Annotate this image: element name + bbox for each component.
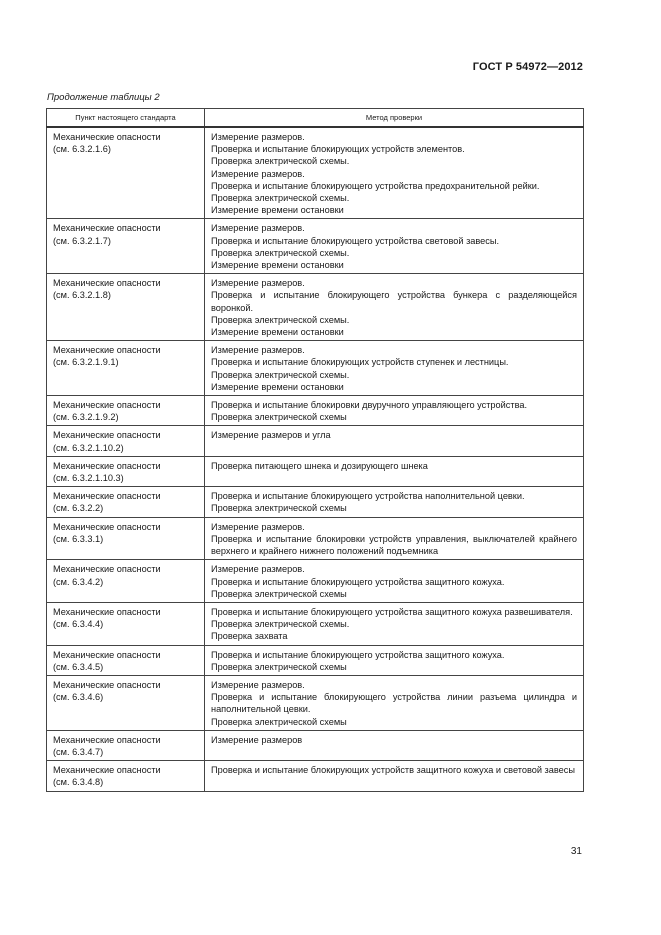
method-line: Проверка и испытание блокирующего устройства линии разъема цилиндра и наполнительной цевки. <box>211 692 577 715</box>
method-line: Проверка электрической схемы. <box>211 247 350 258</box>
method-cell <box>205 602 584 645</box>
clause-line: (см. 6.3.4.8) <box>53 777 104 788</box>
clause-cell <box>47 341 205 396</box>
table-row <box>47 456 584 486</box>
method-line: Проверка и испытание блокирующего устройства наполнительной цевки. <box>211 491 525 502</box>
method-cell <box>205 730 584 760</box>
clause-line: Механические опасности <box>53 564 161 575</box>
clause-line: (см. 6.3.2.1.9.2) <box>53 412 119 423</box>
method-line: Проверка и испытание блокирующих устройств защитного кожуха и световой завесы <box>211 765 575 776</box>
method-cell <box>205 560 584 603</box>
clause-line: (см. 6.3.3.1) <box>53 533 104 544</box>
clause-cell <box>47 730 205 760</box>
table-row <box>47 675 584 730</box>
clause-cell <box>47 396 205 426</box>
table-caption: Продолжение таблицы 2 <box>47 92 160 103</box>
clause-cell <box>47 456 205 486</box>
method-cell <box>205 487 584 517</box>
method-line: Проверка питающего шнека и дозирующего шнека <box>211 460 428 471</box>
method-line: Проверка и испытание блокирующего устройства защитного кожуха развешивателя. <box>211 606 573 617</box>
method-line: Проверка электрической схемы <box>211 412 347 423</box>
clause-cell <box>47 274 205 341</box>
table-row <box>47 560 584 603</box>
method-line: Проверка и испытание блокирующего устройства защитного кожуха. <box>211 576 505 587</box>
method-line: Проверка и испытание блокирующего устройства защитного кожуха. <box>211 649 505 660</box>
method-line: Проверка электрической схемы. <box>211 156 350 167</box>
clause-line: (см. 6.3.2.2) <box>53 503 104 514</box>
clause-line: Механические опасности <box>53 345 161 356</box>
method-line: Измерение времени остановки <box>211 381 344 392</box>
clause-cell <box>47 517 205 560</box>
table-row <box>47 127 584 219</box>
clause-line: Механические опасности <box>53 734 161 745</box>
method-cell <box>205 274 584 341</box>
clause-line: (см. 6.3.4.4) <box>53 619 104 630</box>
method-line: Измерение размеров. <box>211 278 305 289</box>
method-cell <box>205 426 584 456</box>
clause-line: Механические опасности <box>53 606 161 617</box>
clause-cell <box>47 645 205 675</box>
clause-cell <box>47 426 205 456</box>
table-header-row <box>47 109 584 128</box>
method-line: Проверка и испытание блокировки устройств управления, выключателей крайнего верхнего и крайнего нижнего положений подъемника <box>211 533 577 557</box>
clause-line: (см. 6.3.4.6) <box>53 692 104 703</box>
method-line: Проверка электрической схемы <box>211 716 347 727</box>
method-line: Проверка электрической схемы <box>211 661 347 672</box>
method-line: Измерение размеров. <box>211 223 305 234</box>
column-header-clause: Пункт настоящего стандарта <box>47 109 205 128</box>
table-row <box>47 274 584 341</box>
clause-line: Механические опасности <box>53 278 161 289</box>
table-row <box>47 426 584 456</box>
clause-line: Механические опасности <box>53 460 161 471</box>
clause-cell <box>47 487 205 517</box>
method-cell <box>205 127 584 219</box>
method-line: Измерение времени остановки <box>211 327 344 338</box>
document-id: ГОСТ Р 54972—2012 <box>472 61 583 73</box>
method-cell <box>205 396 584 426</box>
method-line: Проверка захвата <box>211 631 288 642</box>
page-number: 31 <box>570 846 582 857</box>
clause-cell <box>47 761 205 791</box>
clause-line: Механические опасности <box>53 521 161 532</box>
table-row <box>47 396 584 426</box>
method-line: Проверка и испытание блокирующего устройства световой завесы. <box>211 235 500 246</box>
method-line: Измерение размеров. <box>211 564 305 575</box>
method-line: Проверка электрической схемы <box>211 503 347 514</box>
clause-line: (см. 6.3.4.5) <box>53 661 104 672</box>
method-line: Проверка и испытание блокирующих устройств элементов. <box>211 144 465 155</box>
clause-cell <box>47 675 205 730</box>
clause-line: (см. 6.3.2.1.6) <box>53 144 111 155</box>
verification-table <box>46 108 584 792</box>
clause-line: (см. 6.3.2.1.9.1) <box>53 357 119 368</box>
clause-line: Механические опасности <box>53 132 161 142</box>
clause-line: (см. 6.3.2.1.10.3) <box>53 473 124 484</box>
method-line: Измерение размеров <box>211 734 303 745</box>
table-row <box>47 487 584 517</box>
method-cell <box>205 645 584 675</box>
column-header-method: Метод проверки <box>205 109 584 128</box>
method-line: Измерение размеров и угла <box>211 430 331 441</box>
method-cell <box>205 675 584 730</box>
clause-cell <box>47 602 205 645</box>
clause-line: (см. 6.3.2.1.10.2) <box>53 442 124 453</box>
method-line: Проверка электрической схемы. <box>211 619 350 630</box>
clause-line: (см. 6.3.2.1.7) <box>53 235 111 246</box>
table-row <box>47 761 584 791</box>
method-line: Проверка электрической схемы. <box>211 193 350 204</box>
method-line: Измерение размеров. <box>211 679 305 690</box>
clause-line: Механические опасности <box>53 223 161 234</box>
method-line: Измерение размеров. <box>211 345 305 356</box>
table-row <box>47 602 584 645</box>
clause-line: Механические опасности <box>53 679 161 690</box>
table-row <box>47 645 584 675</box>
method-line: Проверка электрической схемы <box>211 588 347 599</box>
method-line: Проверка электрической схемы. <box>211 369 350 380</box>
method-line: Измерение размеров. <box>211 168 305 179</box>
table-row <box>47 517 584 560</box>
table-row <box>47 730 584 760</box>
clause-cell <box>47 560 205 603</box>
clause-line: Механические опасности <box>53 649 161 660</box>
clause-line: Механические опасности <box>53 400 161 411</box>
clause-line: Механические опасности <box>53 430 161 441</box>
method-line: Проверка и испытание блокировки двуручного управляющего устройства. <box>211 400 528 411</box>
clause-line: (см. 6.3.4.2) <box>53 576 104 587</box>
method-cell <box>205 517 584 560</box>
clause-line: (см. 6.3.4.7) <box>53 746 104 757</box>
clause-line: Механические опасности <box>53 491 161 502</box>
method-cell <box>205 219 584 274</box>
method-line: Измерение времени остановки <box>211 260 344 271</box>
clause-line: (см. 6.3.2.1.8) <box>53 290 111 301</box>
method-cell <box>205 761 584 791</box>
method-line: Проверка и испытание блокирующего устройства бункера с разделяющейся воронкой. <box>211 290 577 313</box>
method-line: Измерение размеров. <box>211 132 305 142</box>
method-cell <box>205 456 584 486</box>
clause-line: Механические опасности <box>53 765 161 776</box>
method-line: Проверка и испытание блокирующих устройств ступенек и лестницы. <box>211 357 509 368</box>
clause-cell <box>47 219 205 274</box>
table-row <box>47 219 584 274</box>
method-line: Проверка электрической схемы. <box>211 314 350 325</box>
clause-cell <box>47 127 205 219</box>
table-row <box>47 341 584 396</box>
method-line: Измерение времени остановки <box>211 205 344 216</box>
method-line: Измерение размеров. <box>211 521 305 532</box>
method-line: Проверка и испытание блокирующего устройства предохранительной рейки. <box>211 180 540 191</box>
method-cell <box>205 341 584 396</box>
